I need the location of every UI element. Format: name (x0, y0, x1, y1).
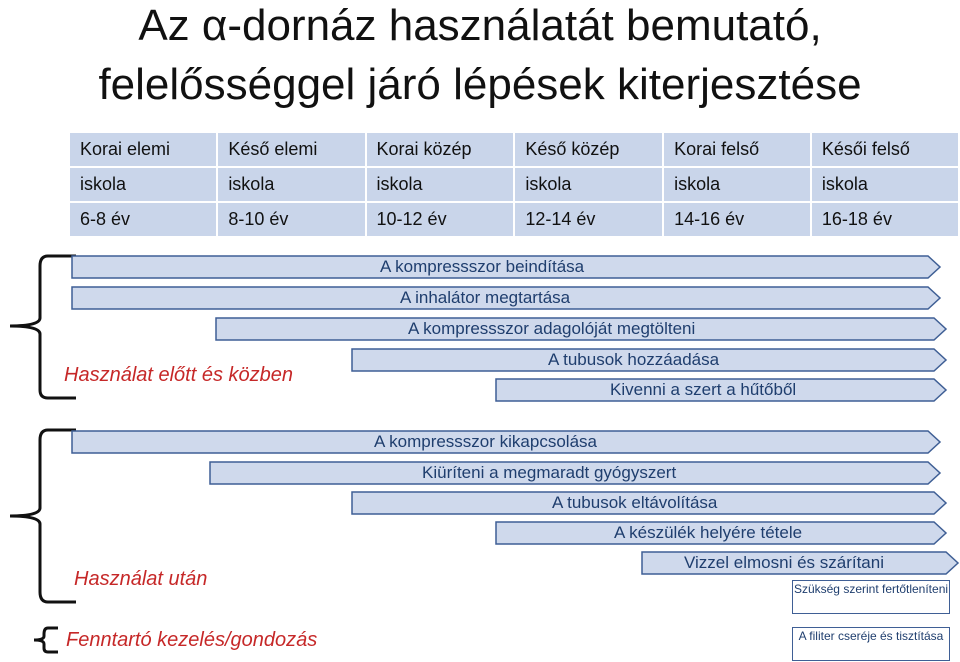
step-label: Kivenni a szert a hűtőből (610, 380, 797, 399)
table-cell: Korai felső (664, 133, 810, 166)
table-cell: 14-16 év (664, 203, 810, 236)
table-cell: Késő közép (515, 133, 662, 166)
table-cell: iskola (812, 168, 958, 201)
step-label: Vizzel elmosni és szárítani (684, 553, 884, 572)
table-cell: iskola (367, 168, 514, 201)
table-cell: iskola (218, 168, 364, 201)
group-label-after: Használat után (74, 568, 208, 590)
table-cell: iskola (515, 168, 662, 201)
table-cell: Korai elemi (70, 133, 216, 166)
page-title-line-2: felelősséggel járó lépések kiterjesztése (98, 60, 862, 109)
page-title-line-1: Az α-dornáz használatát bemutató, (138, 1, 822, 50)
group-label-before: Használat előtt és közben (64, 364, 294, 386)
table-cell: 10-12 év (367, 203, 514, 236)
step-label: A kompressszor kikapcsolása (374, 432, 597, 451)
step-label: A kompressszor beindítása (380, 257, 585, 276)
step-box-disinfect: Szükség szerint fertőtleníteni (792, 580, 950, 614)
step-box-filter: A filiter cseréje és tisztítása (792, 627, 950, 661)
step-label: A kompressszor adagolóját megtölteni (408, 319, 696, 338)
group-label-maintenance: Fenntartó kezelés/gondozás (66, 629, 318, 651)
step-label: A tubusok hozzáadása (548, 350, 720, 369)
table-cell: 8-10 év (218, 203, 364, 236)
table-cell: iskola (70, 168, 216, 201)
table-cell: Késői felső (812, 133, 958, 166)
step-label: A tubusok eltávolítása (552, 493, 718, 512)
table-cell: 6-8 év (70, 203, 216, 236)
table-cell: 16-18 év (812, 203, 958, 236)
table-cell: Korai közép (367, 133, 514, 166)
table-cell: iskola (664, 168, 810, 201)
table-cell: 12-14 év (515, 203, 662, 236)
step-label: A készülék helyére tétele (614, 523, 803, 542)
step-label: A inhalátor megtartása (400, 288, 571, 307)
step-label: Kiüríteni a megmaradt gyógyszert (422, 463, 677, 482)
table-cell: Késő elemi (218, 133, 364, 166)
